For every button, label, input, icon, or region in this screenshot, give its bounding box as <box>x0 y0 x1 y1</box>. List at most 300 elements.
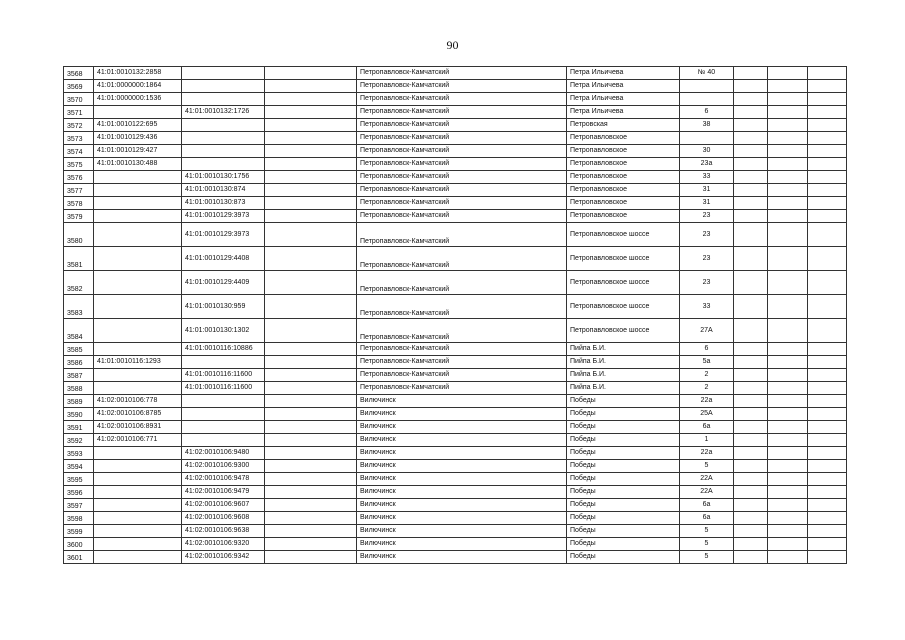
cadastral-number-cell: 41:01:0000000:1864 <box>94 80 182 93</box>
row-number-cell: 3579 <box>64 210 94 223</box>
table-row <box>64 356 847 369</box>
house-number-cell: 38 <box>680 119 734 132</box>
extra-cell-2 <box>768 319 808 343</box>
row-number-cell: 3594 <box>64 460 94 473</box>
extra-cell-2 <box>768 343 808 356</box>
street-cell: Петра Ильичева <box>567 67 680 80</box>
extra-cell-3 <box>808 271 847 295</box>
extra-cell-1 <box>734 551 768 564</box>
extra-cell-1 <box>734 184 768 197</box>
extra-cell-2 <box>768 447 808 460</box>
cadastral-number-alt-cell: 41:02:0010106:9608 <box>182 512 265 525</box>
settlement-cell: Вилючинск <box>357 512 567 525</box>
cadastral-number-cell <box>94 343 182 356</box>
row-number-cell: 3591 <box>64 421 94 434</box>
settlement-cell: Вилючинск <box>357 525 567 538</box>
extra-cell-3 <box>808 319 847 343</box>
settlement-cell: Петропавловск-Камчатский <box>357 67 567 80</box>
extra-cell-1 <box>734 145 768 158</box>
street-cell: Победы <box>567 395 680 408</box>
row-number-cell: 3571 <box>64 106 94 119</box>
settlement-cell: Вилючинск <box>357 421 567 434</box>
blank-cell <box>265 460 357 473</box>
street-cell: Пийпа Б.И. <box>567 369 680 382</box>
cadastral-number-cell <box>94 447 182 460</box>
extra-cell-3 <box>808 67 847 80</box>
extra-cell-2 <box>768 223 808 247</box>
extra-cell-3 <box>808 421 847 434</box>
cadastral-number-cell <box>94 247 182 271</box>
blank-cell <box>265 551 357 564</box>
cadastral-number-alt-cell <box>182 93 265 106</box>
cadastral-number-alt-cell: 41:01:0010130:873 <box>182 197 265 210</box>
settlement-cell: Петропавловск-Камчатский <box>357 106 567 119</box>
cadastral-number-cell: 41:01:0010132:2858 <box>94 67 182 80</box>
row-number-cell: 3572 <box>64 119 94 132</box>
blank-cell <box>265 106 357 119</box>
row-number-cell: 3596 <box>64 486 94 499</box>
blank-cell <box>265 319 357 343</box>
blank-cell <box>265 486 357 499</box>
cadastral-number-alt-cell: 41:02:0010106:9478 <box>182 473 265 486</box>
house-number-cell: 5 <box>680 460 734 473</box>
cadastral-number-alt-cell: 41:01:0010116:11600 <box>182 382 265 395</box>
address-register-table <box>63 66 847 564</box>
extra-cell-3 <box>808 93 847 106</box>
table-row <box>64 67 847 80</box>
extra-cell-1 <box>734 223 768 247</box>
row-number-cell: 3587 <box>64 369 94 382</box>
street-cell: Петропавловское шоссе <box>567 295 680 319</box>
cadastral-number-cell <box>94 512 182 525</box>
street-cell: Пийпа Б.И. <box>567 382 680 395</box>
extra-cell-1 <box>734 382 768 395</box>
house-number-cell: 2 <box>680 382 734 395</box>
extra-cell-3 <box>808 80 847 93</box>
table-row <box>64 223 847 247</box>
table-row <box>64 197 847 210</box>
cadastral-number-cell: 41:02:0010106:8785 <box>94 408 182 421</box>
extra-cell-3 <box>808 356 847 369</box>
cadastral-number-cell <box>94 551 182 564</box>
settlement-cell: Петропавловск-Камчатский <box>357 158 567 171</box>
blank-cell <box>265 247 357 271</box>
cadastral-number-cell <box>94 171 182 184</box>
row-number-cell: 3569 <box>64 80 94 93</box>
extra-cell-3 <box>808 295 847 319</box>
cadastral-number-alt-cell <box>182 395 265 408</box>
street-cell: Победы <box>567 434 680 447</box>
table-row <box>64 119 847 132</box>
blank-cell <box>265 158 357 171</box>
table-row <box>64 132 847 145</box>
settlement-cell: Петропавловск-Камчатский <box>357 295 567 319</box>
extra-cell-2 <box>768 171 808 184</box>
settlement-cell: Петропавловск-Камчатский <box>357 119 567 132</box>
house-number-cell: 33 <box>680 171 734 184</box>
blank-cell <box>265 223 357 247</box>
extra-cell-3 <box>808 447 847 460</box>
street-cell: Петропавловское <box>567 145 680 158</box>
extra-cell-3 <box>808 460 847 473</box>
cadastral-number-cell <box>94 369 182 382</box>
street-cell: Петропавловское <box>567 158 680 171</box>
page-number: 90 <box>446 38 459 52</box>
settlement-cell: Петропавловск-Камчатский <box>357 80 567 93</box>
cadastral-number-cell <box>94 210 182 223</box>
blank-cell <box>265 382 357 395</box>
row-number-cell: 3574 <box>64 145 94 158</box>
table-row <box>64 382 847 395</box>
row-number-cell: 3570 <box>64 93 94 106</box>
extra-cell-1 <box>734 538 768 551</box>
extra-cell-1 <box>734 93 768 106</box>
settlement-cell: Петропавловск-Камчатский <box>357 369 567 382</box>
cadastral-number-alt-cell: 41:02:0010106:9320 <box>182 538 265 551</box>
settlement-cell: Петропавловск-Камчатский <box>357 271 567 295</box>
settlement-cell: Вилючинск <box>357 551 567 564</box>
settlement-cell: Вилючинск <box>357 538 567 551</box>
blank-cell <box>265 67 357 80</box>
settlement-cell: Вилючинск <box>357 499 567 512</box>
extra-cell-1 <box>734 197 768 210</box>
cadastral-number-alt-cell <box>182 132 265 145</box>
extra-cell-2 <box>768 486 808 499</box>
street-cell: Победы <box>567 499 680 512</box>
row-number-cell: 3577 <box>64 184 94 197</box>
settlement-cell: Петропавловск-Камчатский <box>357 343 567 356</box>
extra-cell-1 <box>734 271 768 295</box>
table-row <box>64 93 847 106</box>
house-number-cell: 22а <box>680 447 734 460</box>
extra-cell-2 <box>768 473 808 486</box>
cadastral-number-alt-cell <box>182 145 265 158</box>
table-row <box>64 525 847 538</box>
house-number-cell: 5 <box>680 538 734 551</box>
blank-cell <box>265 80 357 93</box>
row-number-cell: 3573 <box>64 132 94 145</box>
row-number-cell: 3583 <box>64 295 94 319</box>
extra-cell-1 <box>734 421 768 434</box>
street-cell: Петра Ильичева <box>567 93 680 106</box>
street-cell: Победы <box>567 538 680 551</box>
blank-cell <box>265 197 357 210</box>
extra-cell-3 <box>808 197 847 210</box>
street-cell: Победы <box>567 525 680 538</box>
row-number-cell: 3601 <box>64 551 94 564</box>
table-row <box>64 171 847 184</box>
row-number-cell: 3580 <box>64 223 94 247</box>
house-number-cell: 2 <box>680 369 734 382</box>
table-row <box>64 499 847 512</box>
table-body <box>64 67 847 564</box>
extra-cell-1 <box>734 119 768 132</box>
house-number-cell: 23 <box>680 210 734 223</box>
table-row <box>64 295 847 319</box>
table-row <box>64 369 847 382</box>
extra-cell-1 <box>734 460 768 473</box>
blank-cell <box>265 343 357 356</box>
table-row <box>64 551 847 564</box>
extra-cell-2 <box>768 145 808 158</box>
cadastral-number-cell <box>94 106 182 119</box>
extra-cell-2 <box>768 197 808 210</box>
extra-cell-1 <box>734 319 768 343</box>
house-number-cell: 22А <box>680 473 734 486</box>
cadastral-number-cell: 41:02:0010106:8931 <box>94 421 182 434</box>
blank-cell <box>265 434 357 447</box>
table-row <box>64 486 847 499</box>
cadastral-number-alt-cell: 41:01:0010130:874 <box>182 184 265 197</box>
extra-cell-3 <box>808 210 847 223</box>
cadastral-number-cell <box>94 538 182 551</box>
blank-cell <box>265 525 357 538</box>
row-number-cell: 3581 <box>64 247 94 271</box>
extra-cell-2 <box>768 395 808 408</box>
extra-cell-2 <box>768 434 808 447</box>
extra-cell-2 <box>768 512 808 525</box>
extra-cell-2 <box>768 408 808 421</box>
cadastral-number-cell <box>94 223 182 247</box>
cadastral-number-cell: 41:02:0010106:778 <box>94 395 182 408</box>
cadastral-number-alt-cell <box>182 434 265 447</box>
extra-cell-3 <box>808 106 847 119</box>
street-cell: Победы <box>567 486 680 499</box>
settlement-cell: Петропавловск-Камчатский <box>357 210 567 223</box>
cadastral-number-cell <box>94 525 182 538</box>
house-number-cell: 6а <box>680 499 734 512</box>
extra-cell-2 <box>768 551 808 564</box>
house-number-cell: 23 <box>680 247 734 271</box>
table-row <box>64 271 847 295</box>
extra-cell-1 <box>734 67 768 80</box>
extra-cell-2 <box>768 119 808 132</box>
cadastral-number-cell <box>94 382 182 395</box>
cadastral-number-alt-cell: 41:02:0010106:9607 <box>182 499 265 512</box>
table-row <box>64 447 847 460</box>
extra-cell-1 <box>734 512 768 525</box>
house-number-cell: 5 <box>680 525 734 538</box>
extra-cell-2 <box>768 132 808 145</box>
house-number-cell <box>680 80 734 93</box>
table-row <box>64 319 847 343</box>
row-number-cell: 3598 <box>64 512 94 525</box>
blank-cell <box>265 499 357 512</box>
extra-cell-1 <box>734 473 768 486</box>
street-cell: Петропавловское <box>567 197 680 210</box>
cadastral-number-alt-cell: 41:02:0010106:9342 <box>182 551 265 564</box>
extra-cell-2 <box>768 210 808 223</box>
settlement-cell: Петропавловск-Камчатский <box>357 382 567 395</box>
extra-cell-1 <box>734 447 768 460</box>
extra-cell-2 <box>768 295 808 319</box>
extra-cell-2 <box>768 106 808 119</box>
extra-cell-1 <box>734 434 768 447</box>
row-number-cell: 3595 <box>64 473 94 486</box>
extra-cell-3 <box>808 382 847 395</box>
table-row <box>64 80 847 93</box>
cadastral-number-alt-cell: 41:01:0010130:1302 <box>182 319 265 343</box>
table-row <box>64 538 847 551</box>
table-row <box>64 343 847 356</box>
blank-cell <box>265 538 357 551</box>
settlement-cell: Петропавловск-Камчатский <box>357 319 567 343</box>
table-row <box>64 434 847 447</box>
extra-cell-1 <box>734 132 768 145</box>
extra-cell-3 <box>808 512 847 525</box>
extra-cell-2 <box>768 499 808 512</box>
extra-cell-2 <box>768 184 808 197</box>
cadastral-number-alt-cell <box>182 356 265 369</box>
row-number-cell: 3588 <box>64 382 94 395</box>
table-row <box>64 106 847 119</box>
house-number-cell: 25А <box>680 408 734 421</box>
extra-cell-1 <box>734 106 768 119</box>
cadastral-number-alt-cell <box>182 119 265 132</box>
extra-cell-1 <box>734 158 768 171</box>
extra-cell-1 <box>734 356 768 369</box>
extra-cell-3 <box>808 223 847 247</box>
blank-cell <box>265 119 357 132</box>
cadastral-number-cell: 41:01:0010122:695 <box>94 119 182 132</box>
street-cell: Пийпа Б.И. <box>567 343 680 356</box>
cadastral-number-alt-cell: 41:01:0010130:959 <box>182 295 265 319</box>
extra-cell-1 <box>734 343 768 356</box>
settlement-cell: Вилючинск <box>357 473 567 486</box>
extra-cell-3 <box>808 538 847 551</box>
settlement-cell: Вилючинск <box>357 486 567 499</box>
extra-cell-2 <box>768 460 808 473</box>
blank-cell <box>265 171 357 184</box>
cadastral-number-cell <box>94 499 182 512</box>
cadastral-number-alt-cell: 41:02:0010106:9638 <box>182 525 265 538</box>
blank-cell <box>265 512 357 525</box>
extra-cell-1 <box>734 486 768 499</box>
row-number-cell: 3592 <box>64 434 94 447</box>
row-number-cell: 3593 <box>64 447 94 460</box>
extra-cell-3 <box>808 551 847 564</box>
house-number-cell: 31 <box>680 197 734 210</box>
cadastral-number-alt-cell <box>182 80 265 93</box>
row-number-cell: 3590 <box>64 408 94 421</box>
extra-cell-3 <box>808 145 847 158</box>
table-row <box>64 158 847 171</box>
settlement-cell: Петропавловск-Камчатский <box>357 93 567 106</box>
extra-cell-2 <box>768 369 808 382</box>
street-cell: Победы <box>567 408 680 421</box>
street-cell: Петропавловское шоссе <box>567 271 680 295</box>
blank-cell <box>265 184 357 197</box>
cadastral-number-alt-cell <box>182 421 265 434</box>
extra-cell-3 <box>808 395 847 408</box>
cadastral-number-alt-cell: 41:01:0010129:3973 <box>182 223 265 247</box>
row-number-cell: 3578 <box>64 197 94 210</box>
settlement-cell: Вилючинск <box>357 447 567 460</box>
cadastral-number-alt-cell <box>182 67 265 80</box>
table-row <box>64 145 847 158</box>
cadastral-number-alt-cell: 41:01:0010129:4408 <box>182 247 265 271</box>
table-row <box>64 210 847 223</box>
house-number-cell: 27А <box>680 319 734 343</box>
cadastral-number-cell <box>94 295 182 319</box>
house-number-cell: 23а <box>680 158 734 171</box>
extra-cell-2 <box>768 271 808 295</box>
blank-cell <box>265 145 357 158</box>
street-cell: Победы <box>567 460 680 473</box>
row-number-cell: 3584 <box>64 319 94 343</box>
street-cell: Петра Ильичева <box>567 80 680 93</box>
street-cell: Победы <box>567 421 680 434</box>
street-cell: Петропавловское <box>567 132 680 145</box>
settlement-cell: Петропавловск-Камчатский <box>357 356 567 369</box>
blank-cell <box>265 408 357 421</box>
extra-cell-3 <box>808 171 847 184</box>
extra-cell-1 <box>734 295 768 319</box>
cadastral-number-cell <box>94 271 182 295</box>
extra-cell-2 <box>768 247 808 271</box>
extra-cell-3 <box>808 119 847 132</box>
house-number-cell: 6а <box>680 512 734 525</box>
blank-cell <box>265 421 357 434</box>
cadastral-number-cell: 41:01:0010129:427 <box>94 145 182 158</box>
blank-cell <box>265 369 357 382</box>
blank-cell <box>265 395 357 408</box>
row-number-cell: 3600 <box>64 538 94 551</box>
extra-cell-2 <box>768 80 808 93</box>
street-cell: Петропавловское <box>567 210 680 223</box>
cadastral-number-alt-cell: 41:01:0010129:3973 <box>182 210 265 223</box>
blank-cell <box>265 295 357 319</box>
extra-cell-3 <box>808 369 847 382</box>
house-number-cell: 6 <box>680 106 734 119</box>
settlement-cell: Петропавловск-Камчатский <box>357 247 567 271</box>
house-number-cell: 22А <box>680 486 734 499</box>
settlement-cell: Петропавловск-Камчатский <box>357 145 567 158</box>
extra-cell-3 <box>808 473 847 486</box>
table-row <box>64 395 847 408</box>
cadastral-number-cell: 41:01:0010129:436 <box>94 132 182 145</box>
row-number-cell: 3597 <box>64 499 94 512</box>
extra-cell-3 <box>808 343 847 356</box>
house-number-cell: 23 <box>680 223 734 247</box>
cadastral-number-cell <box>94 319 182 343</box>
extra-cell-1 <box>734 369 768 382</box>
house-number-cell: 30 <box>680 145 734 158</box>
street-cell: Пийпа Б.И. <box>567 356 680 369</box>
cadastral-number-alt-cell: 41:02:0010106:9300 <box>182 460 265 473</box>
extra-cell-1 <box>734 499 768 512</box>
cadastral-number-alt-cell <box>182 158 265 171</box>
extra-cell-2 <box>768 93 808 106</box>
row-number-cell: 3585 <box>64 343 94 356</box>
cadastral-number-cell <box>94 473 182 486</box>
cadastral-number-cell <box>94 184 182 197</box>
extra-cell-3 <box>808 158 847 171</box>
blank-cell <box>265 356 357 369</box>
street-cell: Петропавловское шоссе <box>567 319 680 343</box>
extra-cell-1 <box>734 395 768 408</box>
blank-cell <box>265 132 357 145</box>
row-number-cell: 3568 <box>64 67 94 80</box>
settlement-cell: Петропавловск-Камчатский <box>357 171 567 184</box>
cadastral-number-alt-cell: 41:02:0010106:9479 <box>182 486 265 499</box>
cadastral-number-alt-cell <box>182 408 265 421</box>
extra-cell-2 <box>768 67 808 80</box>
street-cell: Победы <box>567 551 680 564</box>
extra-cell-3 <box>808 408 847 421</box>
extra-cell-1 <box>734 80 768 93</box>
street-cell: Победы <box>567 512 680 525</box>
